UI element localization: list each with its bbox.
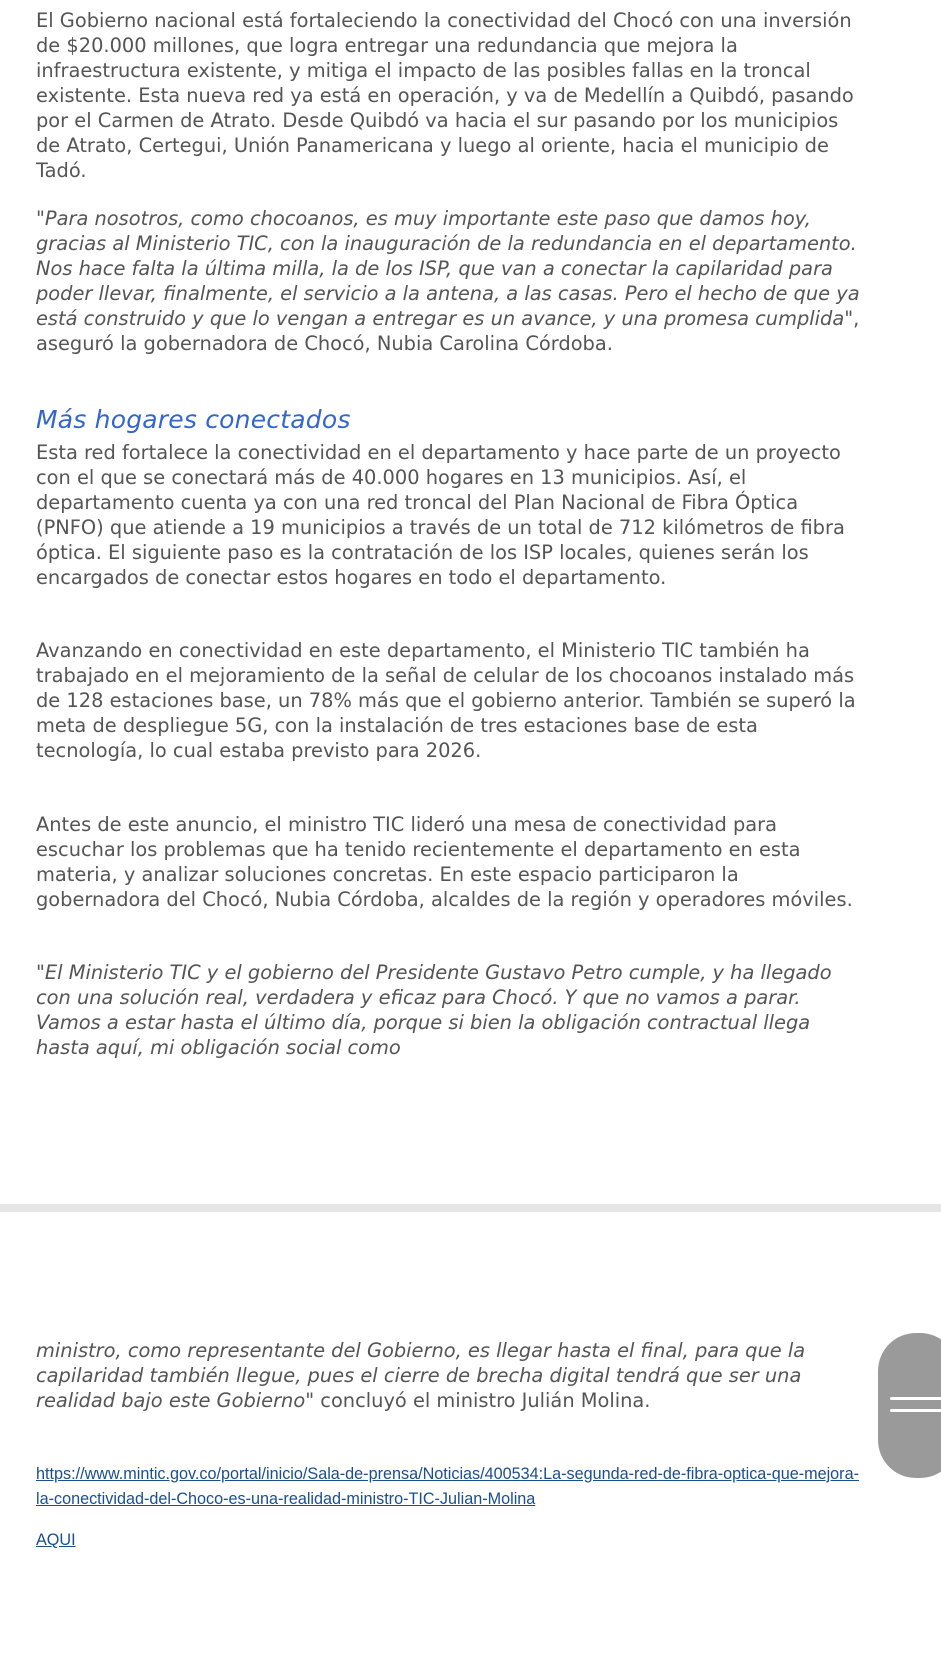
scroll-handle[interactable] (878, 1333, 941, 1478)
governor-attribution: ", aseguró la gobernadora de Chocó, Nubia Carolina Córdoba. (36, 307, 860, 355)
paragraph-connectivity-table: Antes de este anuncio, el ministro TIC lideró una mesa de conectividad para escuchar los problemas que ha tenido recientemente el departamento en esta materia, y analizar soluciones concretas. En este espacio participaron la gobernadora del Chocó, Nubia Córdoba, alcaldes de la región y operadores móviles. (36, 813, 853, 911)
paragraph-intro: El Gobierno nacional está fortaleciendo la conectividad del Chocó con una inversión de $20.000 millones, que logra entregar una redundancia que mejora la infraestructura existente, y mitiga el impacto de las posibles fallas en la troncal existente. Esta nueva red ya está en operación, y va de Medellín a Quibdó, pasando por el Carmen de Atrato. Desde Quibdó va hacia el sur pasando por los municipios de Atrato, Certegui, Unión Panamericana y luego al oriente, hacia el municipio de Tadó. (36, 9, 854, 182)
section-heading: Más hogares conectados (36, 405, 351, 434)
aqui-link[interactable]: AQUI (36, 1531, 76, 1549)
governor-quote: "Para nosotros, como chocoanos, es muy importante este paso que damos hoy, gracias al Ministerio TIC, con la inauguración de la redundancia en el departamento. Nos hace falta la última milla, la de los ISP, que van a conectar la capilaridad para poder llevar, finalmente, el servicio a la antena, a las casas. Pero el hecho de que ya está construido y que lo vengan a entregar es un avance, y una promesa cumplida (36, 207, 860, 330)
paragraph-minister-quote-end (36, 1338, 866, 1413)
paragraph-network: Esta red fortalece la conectividad en el departamento y hace parte de un proyecto con el que se conectará más de 40.000 hogares en 13 municipios. Así, el departamento cuenta ya con una red troncal del Plan Nacional de Fibra Óptica (PNFO) que atiende a 19 municipios a través de un total de 712 kilómetros de fibra óptica. El siguiente paso es la contratación de los ISP locales, quienes serán los encargados de conectar estos hogares en todo el departamento. (36, 441, 845, 589)
source-link[interactable]: https://www.mintic.gov.co/portal/inicio/Sala-de-prensa/Noticias/400534:La-segunda-red-de-fibra-optica-que-mejora-la-conectividad-del-Choco-es-una-realidad-ministro-TIC-Julian-Molina (36, 1465, 859, 1508)
page-break-divider (0, 1204, 941, 1212)
grip-lines-icon-lower (890, 1409, 941, 1412)
minister-attribution: " concluyó el ministro Julián Molina. (305, 1389, 651, 1412)
grip-lines-icon (890, 1397, 941, 1400)
source-link-paragraph (36, 1462, 866, 1512)
paragraph-mobile-signal: Avanzando en conectividad en este departamento, el Ministerio TIC también ha trabajado en el mejoramiento de la señal de celular de los chocoanos instalado más de 128 estaciones base, un 78% más que el gobierno anterior. También se superó la meta de despliegue 5G, con la instalación de tres estaciones base de esta tecnología, lo cual estaba previsto para 2026. (36, 639, 856, 762)
paragraph-governor-quote (36, 206, 866, 356)
minister-quote: ministro, como representante del Gobierno, es llegar hasta el final, para que la capilaridad también llegue, pues el cierre de brecha digital tendrá que ser una realidad bajo este Gobierno (36, 1339, 806, 1412)
aqui-link-paragraph (36, 1528, 866, 1553)
paragraph-minister-quote-start: "El Ministerio TIC y el gobierno del Presidente Gustavo Petro cumple, y ha llegado con una solución real, verdadera y eficaz para Chocó. Y que no vamos a parar. Vamos a estar hasta el último día, porque si bien la obligación contractual llega hasta aquí, mi obligación social como (36, 961, 832, 1059)
